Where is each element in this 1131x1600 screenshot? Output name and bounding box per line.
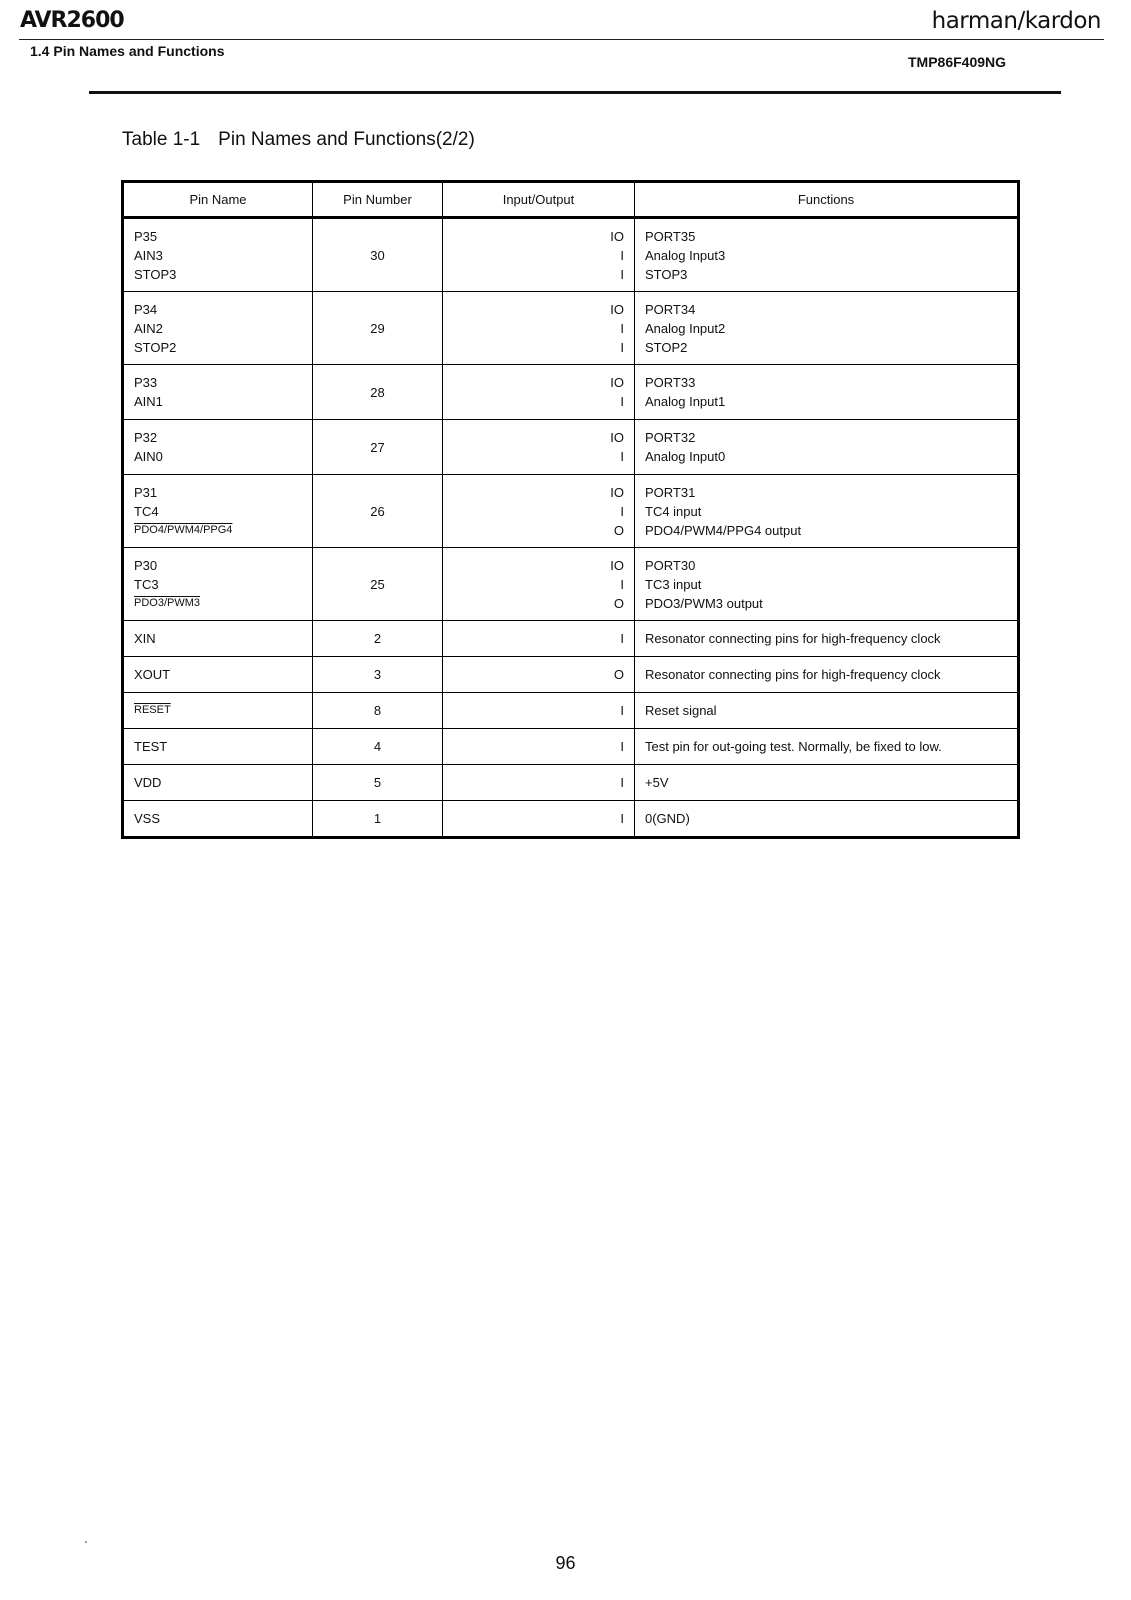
io-cell [443,365,635,420]
io-cell [443,657,635,693]
function-cell-line: Reset signal [645,703,717,718]
function-cell-line: PORT34 [645,301,696,317]
pin-name-cell [123,292,313,365]
pin-name-cell-line: TC3 [134,576,159,592]
io-cell [443,801,635,838]
io-cell-line: I [620,503,624,519]
pin-name-cell-line: P35 [134,228,158,244]
function-cell [635,657,1019,693]
pin-table-body [123,218,1019,838]
function-cell-line: PORT35 [645,228,696,244]
table-caption [122,129,475,151]
section-title: 1.4 Pin Names and Functions [30,43,225,59]
function-cell-line: PORT33 [645,375,696,390]
pin-name-cell-line: TEST [134,739,168,754]
io-cell-line: IO [610,430,624,445]
header-divider [19,39,1104,40]
io-cell-line: IO [610,484,624,500]
part-number: TMP86F409NG [908,54,1007,70]
pin-name-cell-line: RESET [134,704,171,716]
table-row [123,218,1019,292]
io-cell-line: IO [610,228,624,244]
pin-name-cell-line: P32 [134,430,158,445]
pin-name-cell [123,657,313,693]
io-cell-line: IO [610,375,624,390]
pin-name-cell-line: P34 [134,301,158,317]
pin-name-cell [123,693,313,729]
table-row [123,765,1019,801]
pin-number-cell: 2 [313,621,443,657]
io-cell-line: I [620,703,624,718]
pin-name-cell [123,548,313,621]
pin-name-cell [123,365,313,420]
function-cell-line: PORT32 [645,430,696,445]
table-caption-number: Table 1-1 [122,129,201,150]
io-cell-line: I [620,739,624,754]
io-cell [443,693,635,729]
io-cell [443,475,635,548]
io-cell-line: O [613,595,624,611]
pin-number-cell: 4 [313,729,443,765]
function-cell-line: Test pin for out-going test. Normally, be fixed to low. [645,739,942,754]
io-cell [443,548,635,621]
pin-number-cell: 25 [313,548,443,621]
pin-name-cell-line: VSS [134,811,161,826]
model-logo: AVR2600 [20,8,124,33]
io-cell-line: I [620,449,624,464]
table-header-row [123,182,1019,218]
io-cell-line: I [620,811,624,826]
table-caption-title: Pin Names and Functions(2/2) [218,129,475,150]
pin-name-cell [123,729,313,765]
function-cell-line: PDO4/PWM4/PPG4 output [645,522,802,538]
function-cell [635,729,1019,765]
column-header-pin-number: Pin Number [313,182,443,218]
content-divider [89,91,1061,94]
function-cell-line: STOP2 [645,339,688,355]
function-cell-line: PORT30 [645,557,696,573]
pin-name-cell [123,420,313,475]
table-row [123,292,1019,365]
table-row [123,548,1019,621]
function-cell-line: TC4 input [645,503,702,519]
pin-name-cell [123,218,313,292]
function-cell-line: PORT31 [645,484,696,500]
io-cell-line: I [620,631,624,646]
pin-name-cell [123,475,313,548]
pin-name-cell-line: XIN [134,631,156,646]
function-cell [635,693,1019,729]
pin-name-cell-line: PDO3/PWM3 [134,596,201,609]
pin-name-cell-line: AIN0 [134,449,163,464]
io-cell [443,292,635,365]
table-row [123,621,1019,657]
io-cell-line: I [620,247,624,263]
function-cell [635,475,1019,548]
io-cell-line: IO [610,557,624,573]
function-cell [635,801,1019,838]
table-row [123,365,1019,420]
io-cell-line: I [620,576,624,592]
io-cell-line: I [620,320,624,336]
function-cell-line: PDO3/PWM3 output [645,595,763,611]
pin-name-cell-line: P33 [134,375,158,390]
footer-mark: ' [85,1540,87,1551]
function-cell-line: STOP3 [645,266,688,282]
pin-number-cell: 26 [313,475,443,548]
function-cell-line: Resonator connecting pins for high-frequency clock [645,631,941,646]
function-cell [635,420,1019,475]
pin-table [121,180,1020,839]
pin-number-cell: 27 [313,420,443,475]
table-row [123,729,1019,765]
io-cell [443,729,635,765]
function-cell [635,765,1019,801]
column-header-functions: Functions [635,182,1019,218]
pin-name-cell-line: PDO4/PWM4/PPG4 [134,523,233,536]
pin-name-cell-line: TC4 [134,503,159,519]
function-cell [635,621,1019,657]
io-cell-line: I [620,339,624,355]
table-row [123,801,1019,838]
function-cell-line: Resonator connecting pins for high-frequency clock [645,667,941,682]
table-row [123,657,1019,693]
io-cell-line: O [613,522,624,538]
function-cell [635,218,1019,292]
function-cell-line: TC3 input [645,576,702,592]
table-row [123,693,1019,729]
brand-logo: harman/kardon [931,8,1101,34]
page-number: 96 [555,1553,576,1573]
pin-name-cell [123,801,313,838]
function-cell-line: +5V [645,775,669,790]
pin-name-cell-line: STOP2 [134,339,177,355]
function-cell [635,292,1019,365]
pin-name-cell-line: P30 [134,557,158,573]
io-cell-line: I [620,394,624,409]
column-header-input-output: Input/Output [443,182,635,218]
table-row [123,475,1019,548]
io-cell [443,420,635,475]
pin-name-cell-line: P31 [134,484,158,500]
pin-name-cell-line: AIN1 [134,394,163,409]
pin-name-cell-line: VDD [134,775,162,790]
function-cell-line: Analog Input0 [645,449,726,464]
function-cell [635,548,1019,621]
pin-name-cell-line: XOUT [134,667,171,682]
io-cell [443,218,635,292]
pin-number-cell: 28 [313,365,443,420]
column-header-pin-name: Pin Name [123,182,313,218]
pin-number-cell: 1 [313,801,443,838]
io-cell-line: I [620,266,624,282]
function-cell-line: 0(GND) [645,811,690,826]
pin-number-cell: 8 [313,693,443,729]
io-cell-line: I [620,775,624,790]
pin-name-cell-line: AIN3 [134,247,163,263]
io-cell [443,621,635,657]
table-row [123,420,1019,475]
pin-number-cell: 3 [313,657,443,693]
pin-name-cell-line: STOP3 [134,266,177,282]
function-cell [635,365,1019,420]
io-cell-line: O [613,667,624,682]
pin-name-cell [123,765,313,801]
pin-number-cell: 30 [313,218,443,292]
function-cell-line: Analog Input1 [645,394,726,409]
function-cell-line: Analog Input3 [645,247,726,263]
pin-name-cell [123,621,313,657]
pin-number-cell: 29 [313,292,443,365]
function-cell-line: Analog Input2 [645,320,726,336]
pin-name-cell-line: AIN2 [134,320,163,336]
pin-number-cell: 5 [313,765,443,801]
io-cell-line: IO [610,301,624,317]
io-cell [443,765,635,801]
